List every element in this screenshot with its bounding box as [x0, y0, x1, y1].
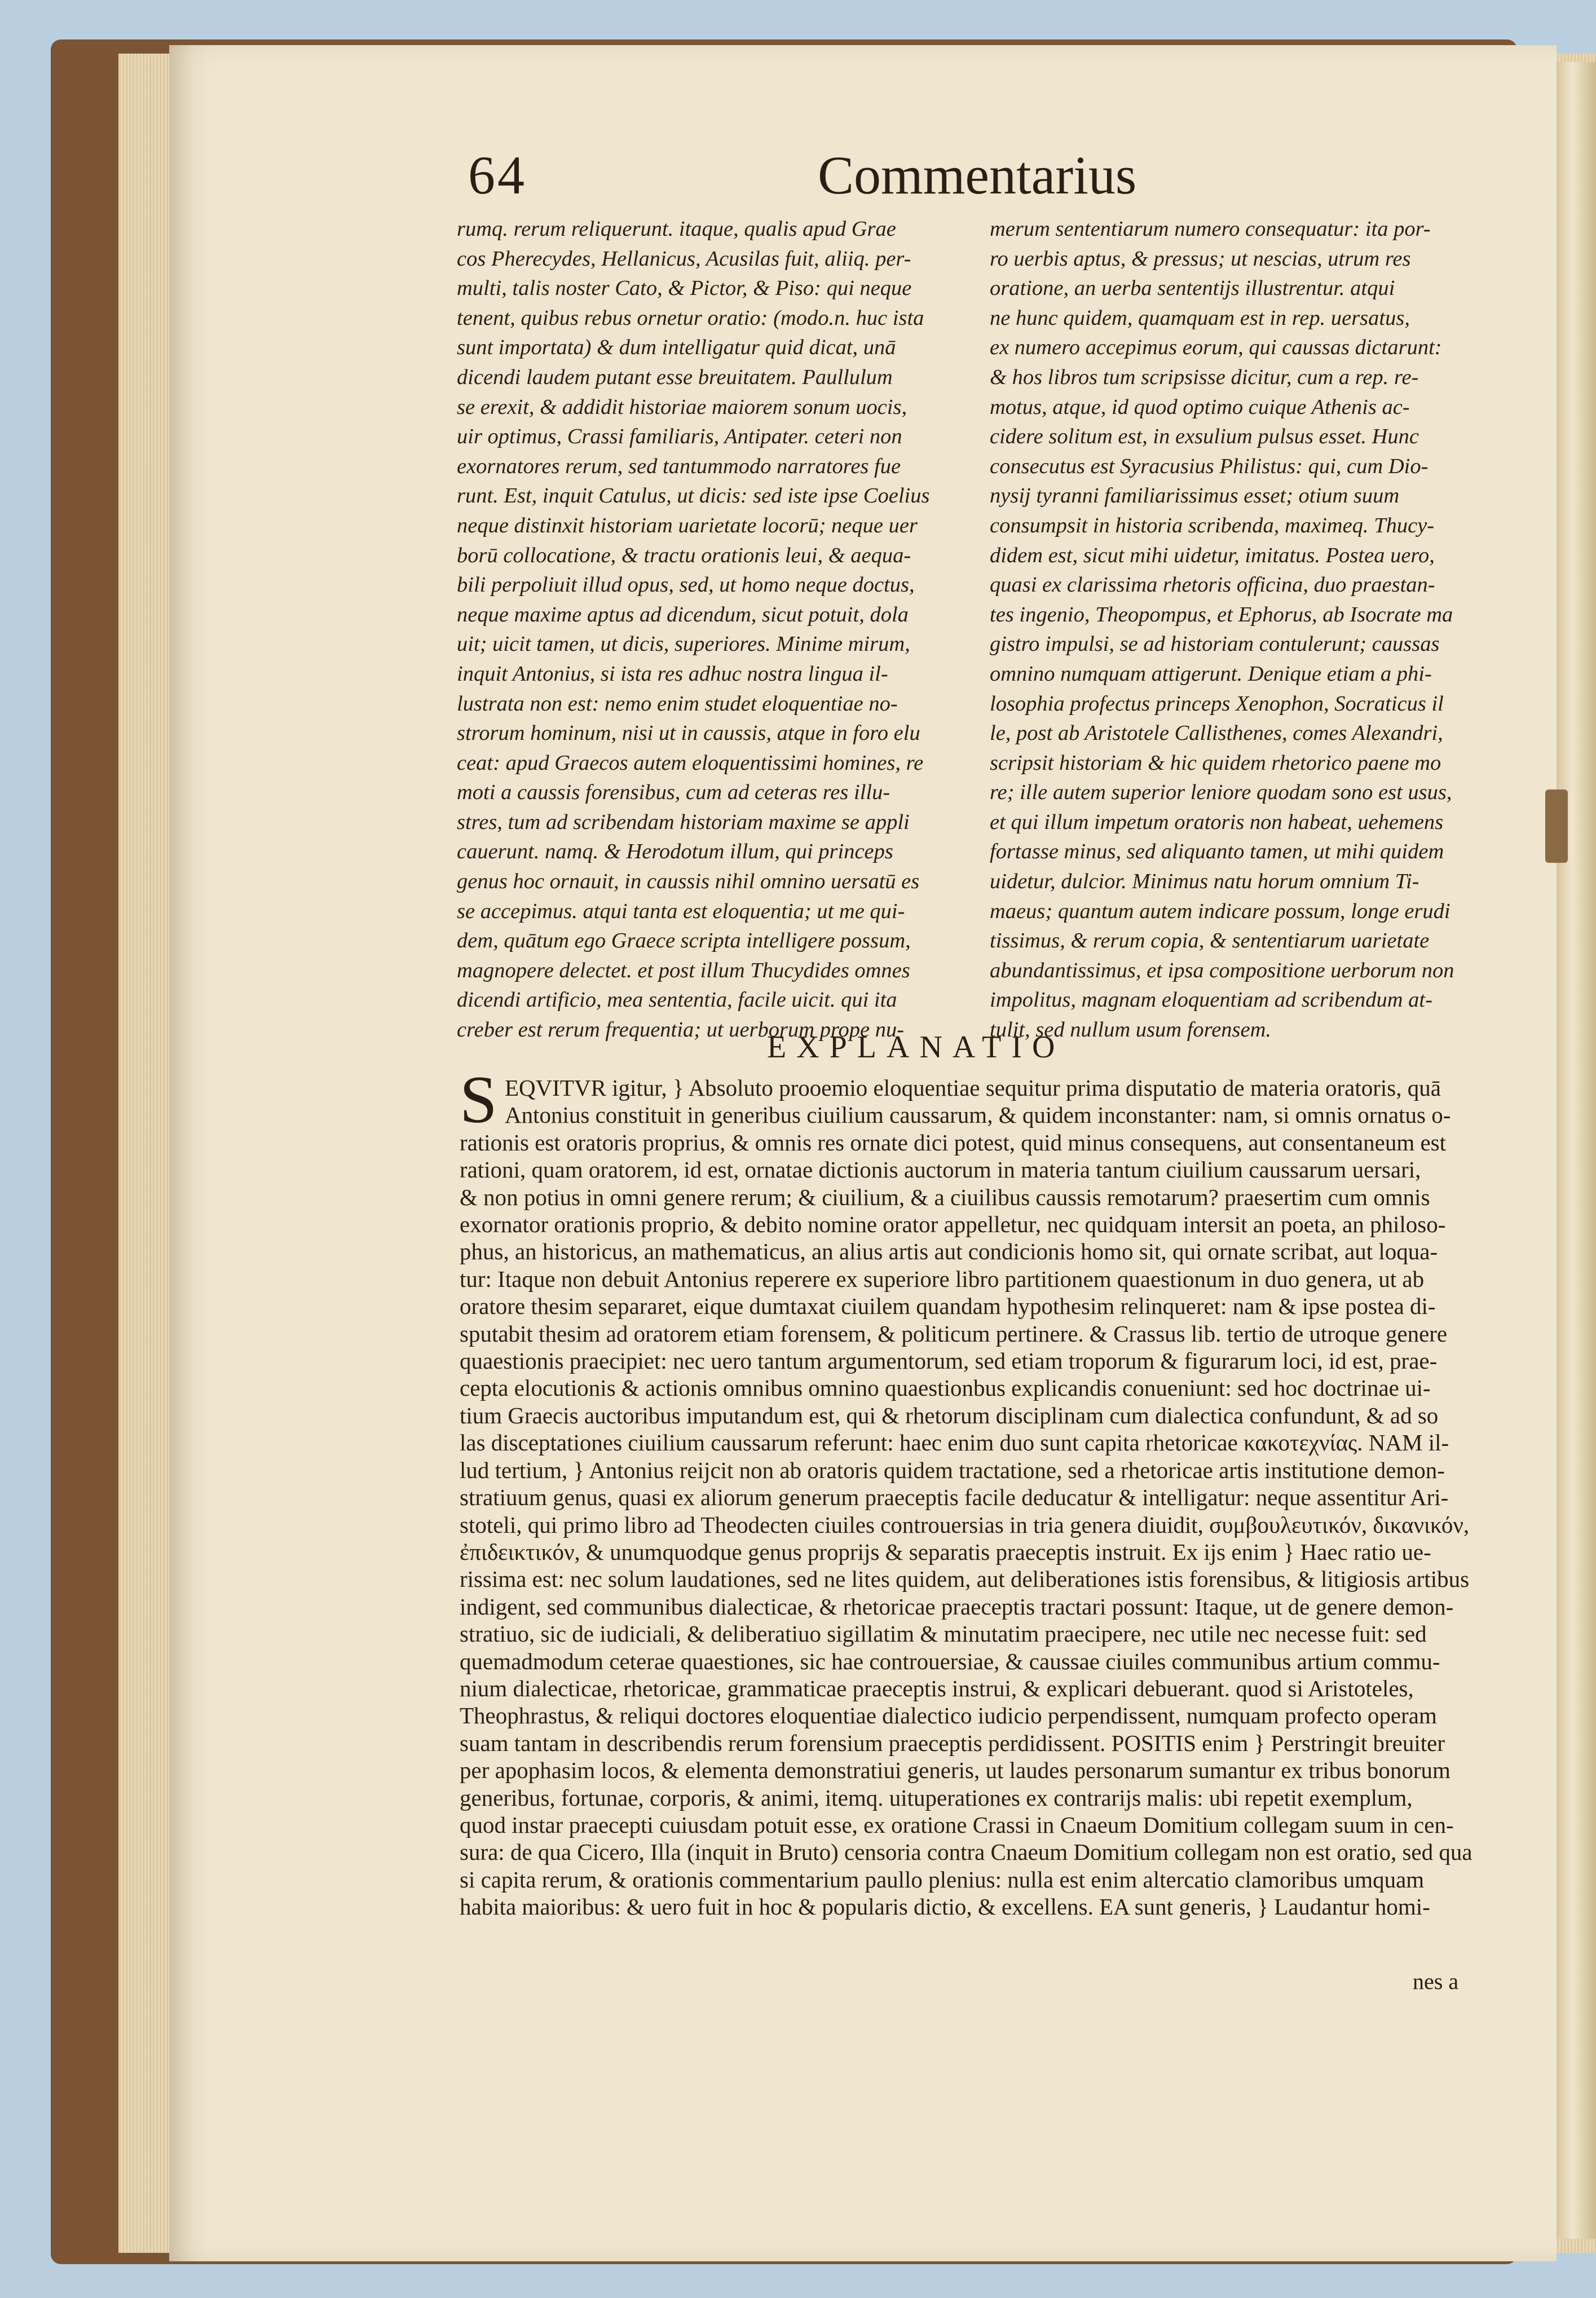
text-line: exornator orationis proprio, & debito nomine orator appelletur, nec quidquam intersit an poeta, an philoso- [460, 1211, 1446, 1238]
text-line: phus, an historicus, an mathematicus, an alius artis aut condicionis homo sit, qui ornate scribat, aut loqua- [460, 1238, 1438, 1265]
text-line: uir optimus, Crassi familiaris, Antipater. ceteri non [457, 425, 902, 449]
text-line: se erexit, & addidit historiae maiorem sonum uocis, [457, 395, 907, 419]
text-line: sura: de qua Cicero, Illa (inquit in Bruto) censoria contra Cnaeum Domitium collegam non est oratio, sed qua [460, 1839, 1472, 1865]
text-line: stres, tum ad scribendam historiam maxime se appli [457, 810, 910, 834]
text-line: per apophasim locos, & elementa demonstratiui generis, ut laudes personarum sumantur ex tribus bonorum [460, 1757, 1450, 1784]
text-line: ἐπιδεικτικόν, & unumquodque genus proprijs & separatis praeceptis instruit. Ex ijs enim } Haec ratio ue- [460, 1538, 1431, 1565]
text-line: motus, atque, id quod optimo cuique Athenis ac- [990, 395, 1410, 419]
text-line: nium dialecticae, rhetoricae, grammaticae praeceptis instrui, & explicari debuerant. quod si Aristoteles, [460, 1675, 1414, 1701]
text-line: borū collocatione, & tractu orationis leui, & aequa- [457, 543, 911, 567]
text-line: magnopere delectet. et post illum Thucydides omnes [457, 958, 910, 982]
text-line: inquit Antonius, si ista res adhuc nostra lingua il- [457, 661, 888, 686]
text-line: tes ingenio, Theopompus, et Ephorus, ab Isocrate ma [990, 602, 1453, 627]
right-column [990, 214, 1469, 1045]
text-line: ex numero accepimus eorum, qui caussas dictarunt: [990, 336, 1442, 360]
text-line: generibus, fortunae, corporis, & animi, itemq. uituperationes ex contrarijs malis: ubi repetit exemplum, [460, 1784, 1413, 1811]
text-line: stratiuo, sic de iudiciali, & deliberatiuo sigillatim & minutatim praecipere, nec utile nec necesse fuit: sed [460, 1621, 1427, 1647]
text-line: tulit, sed nullum usum forensem. [990, 1018, 1272, 1042]
text-line: strorum hominum, nisi ut in caussis, atque in foro elu [457, 721, 920, 746]
text-line: si capita rerum, & orationis commentarium paullo plenius: nulla est enim altercatio clamoribus umquam [460, 1866, 1425, 1893]
text-line: rationis est oratoris proprius, & omnis res ornate dici potest, quid minus consequens, aut consentaneum est [460, 1129, 1447, 1155]
text-line: neque maxime aptus ad dicendum, sicut potuit, dola [457, 602, 909, 627]
text-line: cauerunt. namq. & Herodotum illum, qui princeps [457, 840, 893, 864]
text-line: quaestionis praecipiet: nec uero tantum argumentorum, sed etiam troporum & figurarum loci, id est, prae- [460, 1348, 1438, 1374]
text-line: lud tertium, } Antonius reijcit non ab oratoris quidem tractatione, sed a rhetoricae artis institutione demon- [460, 1457, 1445, 1483]
facing-page-edge [1557, 62, 1596, 2239]
text-line: bili perpoliuit illud opus, sed, ut homo neque doctus, [457, 573, 915, 597]
text-line: didem est, sicut mihi uidetur, imitatus. Postea uero, [990, 543, 1435, 567]
text-line: quemadmodum ceterae quaestiones, sic hae controuersiae, & caussae ciuiles communibus artium commu- [460, 1648, 1440, 1674]
text-line: stoteli, qui primo libro ad Theodecten ciuiles controuersias in tria genera diuidit, συμβουλευτικόν, δικανικόν, [460, 1511, 1470, 1538]
text-line: uidetur, dulcior. Minimus natu horum omnium Ti- [990, 870, 1419, 894]
text-line: moti a caussis forensibus, cum ad ceteras res illu- [457, 780, 890, 805]
text-line: multi, talis noster Cato, & Pictor, & Piso: qui neque [457, 276, 912, 301]
text-line: cepta elocutionis & actionis omnibus omnino quaestionbus explicandis conueniunt: sed hoc doctrinae ui- [460, 1375, 1431, 1401]
text-line: impolitus, magnam eloquentiam ad scribendum at- [990, 988, 1432, 1012]
text-line: exornatores rerum, sed tantummodo narratores fue [457, 454, 901, 478]
text-line: omnino numquam attigerunt. Denique etiam a phi- [990, 661, 1432, 686]
text-line: suam tantam in describendis rerum forensium praeceptis perdidissent. POSITIS enim } Perstringit breuiter [460, 1730, 1445, 1756]
text-line: gistro impulsi, se ad historiam contulerunt; caussas [990, 632, 1440, 656]
running-title: Commentarius [818, 145, 1137, 205]
explanatio-body [460, 1074, 1509, 1921]
text-line: oratione, an uerba sententijs illustrentur. atqui [990, 276, 1395, 301]
text-line: tur: Itaque non debuit Antonius reperere ex superiore libro partitionem quaestionum in duo genera, ut ab [460, 1265, 1425, 1292]
catchword: nes a [1413, 1969, 1459, 1994]
text-line: consumpsit in historia scribenda, maximeq. Thucy- [990, 513, 1435, 537]
text-line: neque distinxit historiam uarietate locorū; neque uer [457, 513, 918, 537]
text-line: se accepimus. atqui tanta est eloquentia; ut me qui- [457, 899, 905, 923]
text-line: & non potius in omni genere rerum; & ciuilium, & a ciuilibus caussis remotarum? praesertim cum omnis [460, 1184, 1430, 1210]
text-line: cidere solitum est, in exsulium pulsus esset. Hunc [990, 425, 1419, 449]
text-line: indigent, sed communibus dialecticae, & rhetoricae praeceptis tractari possunt: Itaque, ut de genere demon- [460, 1593, 1454, 1620]
text-line: EQVITVR igitur, } Absoluto prooemio eloquentiae sequitur prima disputatio de materia oratoris, quā [505, 1075, 1441, 1101]
text-line: losophia profectus princeps Xenophon, Socraticus il [990, 691, 1444, 716]
drop-cap: S [460, 1062, 497, 1137]
text-line: nysij tyranni familiarissimus esset; otium suum [990, 484, 1400, 508]
text-line: sputabit thesim ad oratorem etiam forensem, & politicum pertinere. & Crassus lib. tertio de utroque genere [460, 1320, 1448, 1347]
text-line: ne hunc quidem, quamquam est in rep. uersatus, [990, 306, 1410, 330]
text-line: Antonius constituit in generibus ciuilium caussarum, & quidem inconstanter: nam, si omnis ornatus o- [505, 1102, 1451, 1128]
text-line: le, post ab Aristotele Callisthenes, comes Alexandri, [990, 721, 1443, 746]
text-line: scripsit historiam & hic quidem rhetorico paene mo [990, 751, 1441, 775]
text-line: et qui illum impetum oratoris non habeat, uehemens [990, 810, 1444, 834]
text-line: ceat: apud Graecos autem eloquentissimi homines, re [457, 751, 924, 775]
text-line: Theophrastus, & reliqui doctores eloquentiae dialectico iudicio perpendissent, numquam profecto operam [460, 1702, 1437, 1729]
page-number: 64 [468, 145, 527, 205]
text-line: merum sententiarum numero consequatur: ita por- [990, 217, 1431, 241]
text-line: consecutus est Syracusius Philistus: qui, cum Dio- [990, 454, 1429, 478]
text-line: dicendi laudem putant esse breuitatem. Paullulum [457, 365, 893, 389]
text-line: genus hoc ornauit, in caussis nihil omnino uersatū es [457, 870, 920, 894]
section-heading: EXPLANATIO [767, 1030, 1065, 1065]
text-line: ro uerbis aptus, & pressus; ut nescias, utrum res [990, 246, 1411, 271]
text-line: creber est rerum frequentia; ut uerborum prope nu- [457, 1018, 905, 1042]
text-line: rumq. rerum reliquerunt. itaque, qualis apud Grae [457, 217, 896, 241]
text-line: uit; uicit tamen, ut dicis, superiores. Minime mirum, [457, 632, 910, 656]
text-line: quod instar praecepti cuiusdam potuit esse, ex oratione Crassi in Cnaeum Domitium collegam suum in cen- [460, 1811, 1454, 1838]
text-line: runt. Est, inquit Catulus, ut dicis: sed iste ipse Coelius [457, 484, 930, 508]
text-line: habita maioribus: & uero fuit in hoc & popularis dictio, & excellens. EA sunt generis, } Laudantur homi- [460, 1894, 1430, 1920]
text-line: stratiuum genus, quasi ex aliorum generum praeceptis facile deducatur & intelligatur: neque assentitur Ari- [460, 1484, 1449, 1511]
text-line: lustrata non est: nemo enim studet eloquentiae no- [457, 691, 898, 716]
text-line: dicendi artificio, mea sententia, facile uicit. qui ita [457, 988, 897, 1012]
text-line: dem, quātum ego Graece scripta intelligere possum, [457, 929, 911, 953]
text-line: las disceptationes ciuilium caussarum referunt: haec enim duo sunt capita rhetoricae κακοτεχνίας. NAM il- [460, 1430, 1449, 1456]
text-line: quasi ex clarissima rhetoris officina, duo praestan- [990, 573, 1435, 597]
text-line: fortasse minus, sed aliquanto tamen, ut mihi quidem [990, 840, 1444, 864]
text-line: tium Graecis auctoribus imputandum est, qui & rhetorum disciplinam cum dialectica confundunt, & ad so [460, 1402, 1439, 1428]
text-line: & hos libros tum scripsisse dicitur, cum a rep. re- [990, 365, 1419, 389]
page-clip [1545, 789, 1568, 863]
text-line: rissima est: nec solum laudationes, sed ne lites quidem, aut deliberationes istis forensibus, & litigiosis artibus [460, 1566, 1470, 1593]
text-line: tenent, quibus rebus ornetur oratio: (modo.n. huc ista [457, 306, 924, 330]
text-line: sunt importata) & dum intelligatur quid dicat, unā [457, 336, 896, 360]
left-column [457, 214, 936, 1045]
text-line: abundantissimus, et ipsa compositione uerborum non [990, 958, 1454, 982]
text-line: oratore thesim separaret, eique dumtaxat ciuilem quandam hypothesim relinqueret: nam & ipse postea di- [460, 1293, 1436, 1320]
text-line: tissimus, & rerum copia, & sententiarum uarietate [990, 929, 1430, 953]
text-line: cos Pherecydes, Hellanicus, Acusilas fuit, aliiq. per- [457, 246, 911, 271]
text-line: re; ille autem superior leniore quodam sono est usus, [990, 780, 1452, 805]
text-line: maeus; quantum autem indicare possum, longe erudi [990, 899, 1450, 923]
text-line: rationi, quam oratorem, id est, ornatae dictionis auctorum in materia tantum ciuilium caussarum uersari, [460, 1157, 1421, 1183]
